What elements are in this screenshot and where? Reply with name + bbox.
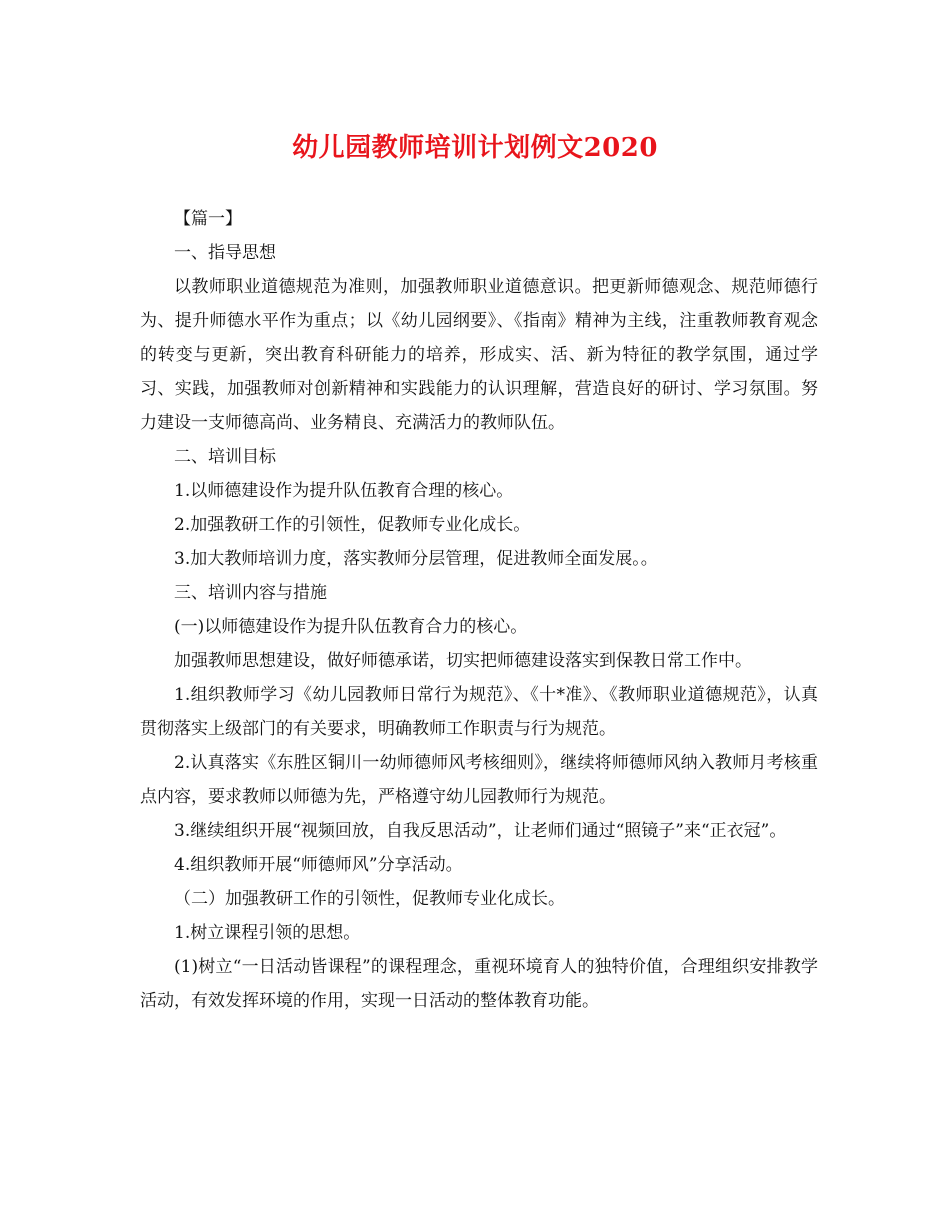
paragraph: 【篇一】: [174, 209, 242, 229]
paragraph: 2.认真落实《东胜区铜川一幼师德师风考核细则》，继续将师德师风纳入教师月考核重点内容，要求教师以师德为先，严格遵守幼儿园教师行为规范。: [140, 753, 818, 807]
paragraph: 1.树立课程引领的思想。: [174, 923, 361, 943]
paragraph: 2.加强教研工作的引领性，促教师专业化成长。: [174, 515, 531, 535]
paragraph: 二、培训目标: [174, 447, 276, 467]
paragraph: 1.以师德建设作为提升队伍教育合理的核心。: [174, 481, 514, 501]
paragraph: 三、培训内容与措施: [174, 583, 327, 603]
paragraph: （二）加强教研工作的引领性，促教师专业化成长。: [174, 889, 565, 909]
document-title: 幼儿园教师培训计划例文2020: [292, 133, 658, 163]
paragraph: 加强教师思想建设，做好师德承诺，切实把师德建设落实到保教日常工作中。: [174, 651, 752, 671]
paragraph: (一)以师德建设作为提升队伍教育合力的核心。: [174, 617, 528, 637]
paragraph: 3.加大教师培训力度，落实教师分层管理，促进教师全面发展。。: [174, 549, 658, 569]
paragraph: (1)树立“一日活动皆课程”的课程理念，重视环境育人的独特价值，合理组织安排教学活动，有效发挥环境的作用，实现一日活动的整体教育功能。: [140, 957, 818, 1011]
paragraph: 1.组织教师学习《幼儿园教师日常行为规范》、《十*准》、《教师职业道德规范》，认真贯彻落实上级部门的有关要求，明确教师工作职责与行为规范。: [140, 685, 818, 739]
paragraph: 一、指导思想: [174, 243, 276, 263]
paragraph: 以教师职业道德规范为准则，加强教师职业道德意识。把更新师德观念、规范师德行为、提升师德水平作为重点；以《幼儿园纲要》、《指南》精神为主线，注重教师教育观念的转变与更新，突出教育科研能力的培养，形成实、活、新为特征的教学氛围，通过学习、实践，加强教师对创新精神和实践能力的认识理解，营造良好的研讨、学习氛围。努力建设一支师德高尚、业务精良、充满活力的教师队伍。: [140, 277, 818, 433]
paragraph: 3.继续组织开展“视频回放，自我反思活动”，让老师们通过“照镜子”来“正衣冠”。: [174, 821, 787, 841]
paragraph: 4.组织教师开展“师德师风”分享活动。: [174, 855, 463, 875]
document-body: [140, 202, 818, 1018]
